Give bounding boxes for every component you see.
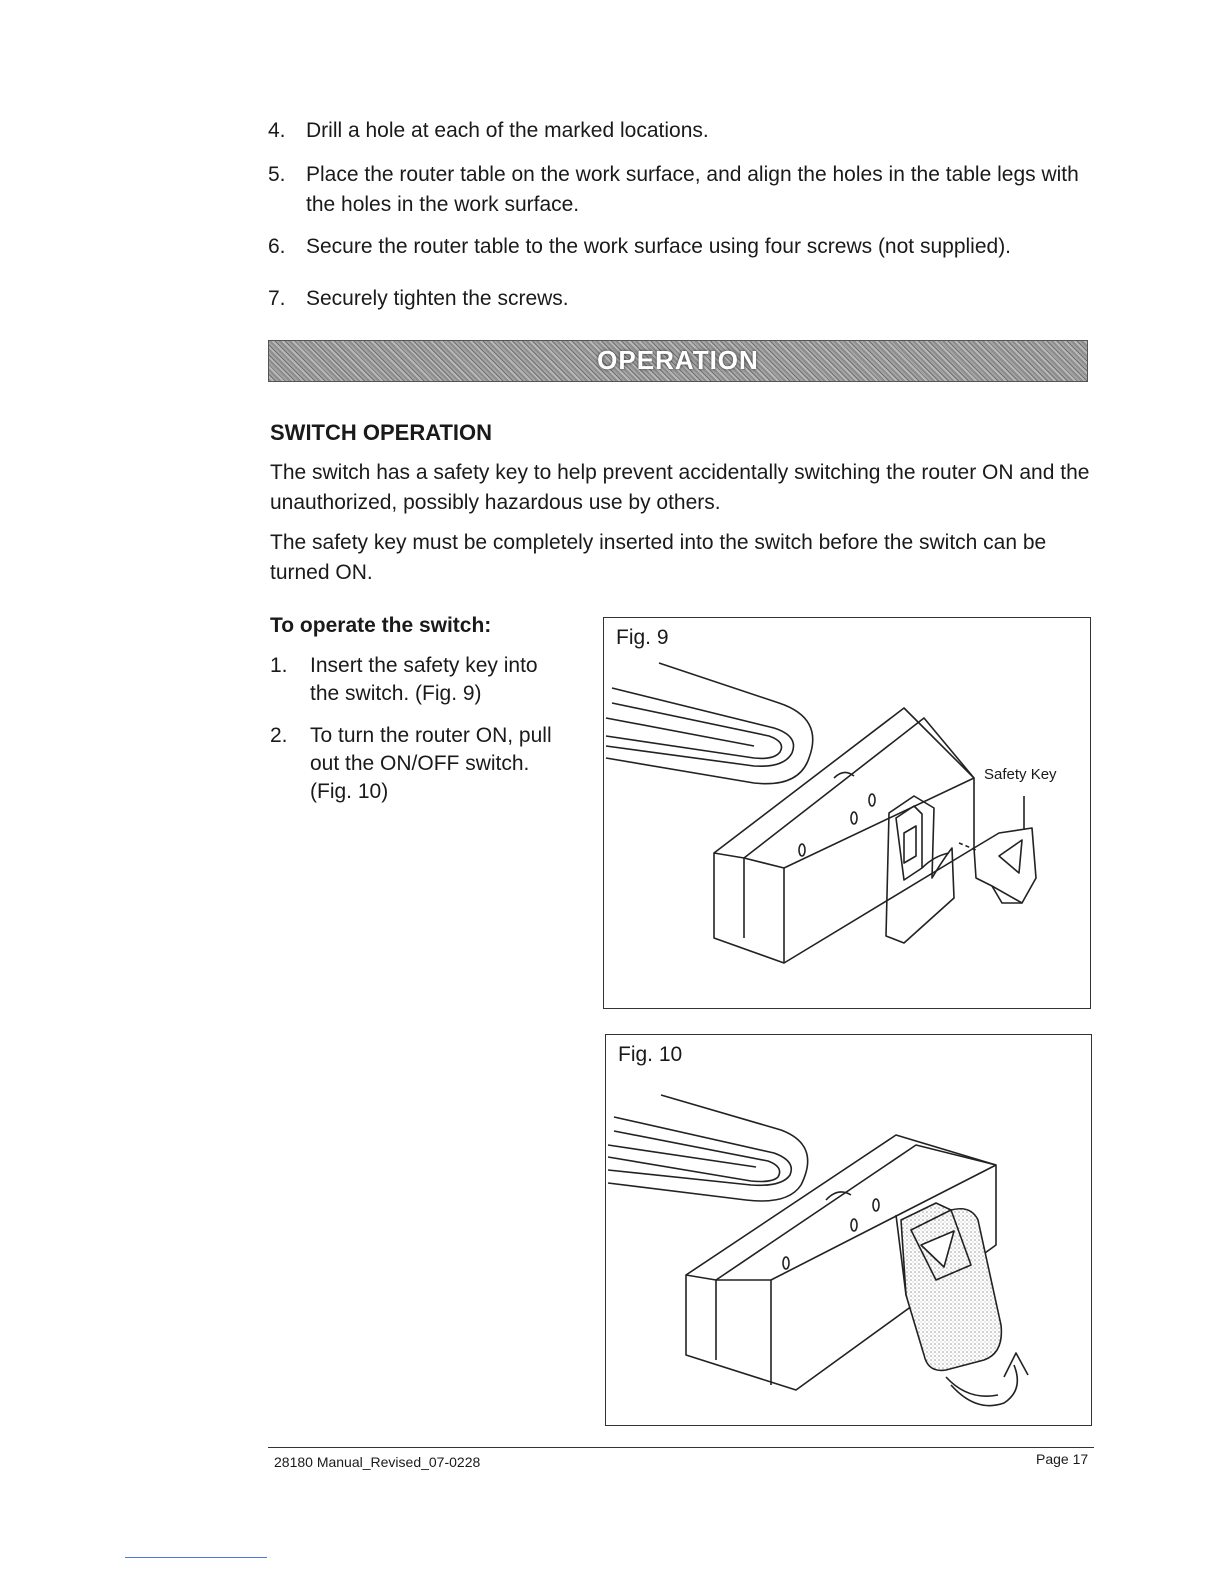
safety-paragraph: The safety key must be completely inserted into the switch before the switch can be turned ON. xyxy=(270,531,1047,584)
step-text: Securely tighten the screws. xyxy=(306,287,569,310)
step-text: Place the router table on the work surface, and align the holes in the table legs with the holes in the work surface. xyxy=(306,163,1079,216)
intro-paragraph: The switch has a safety key to help prevent accidentally switching the router ON and the unauthorized, possibly hazardous use by others. xyxy=(270,461,1090,514)
step-number: 2. xyxy=(270,724,288,747)
step-text: Insert the safety key into the switch. (Fig. 9) xyxy=(310,654,538,705)
scan-underline xyxy=(125,1557,267,1558)
footer-divider xyxy=(268,1447,1094,1448)
router-switch-on-illustration xyxy=(606,1035,1091,1425)
section-title: SWITCH OPERATION xyxy=(270,420,493,445)
step-number: 7. xyxy=(268,287,286,310)
step-text: To turn the router ON, pull out the ON/OFF switch. (Fig. 10) xyxy=(310,724,552,803)
list-item xyxy=(268,116,1088,146)
subsection-title: To operate the switch: xyxy=(270,614,492,637)
router-switch-key-illustration xyxy=(604,618,1090,1008)
figure-label: Fig. 9 xyxy=(616,626,669,649)
step-number: 6. xyxy=(268,235,286,258)
figure-9 xyxy=(603,617,1091,1009)
section-banner xyxy=(268,340,1088,382)
list-item xyxy=(268,284,1088,314)
step-text: Drill a hole at each of the marked locations. xyxy=(306,119,709,142)
banner-title: OPERATION xyxy=(597,345,759,375)
operation-steps xyxy=(270,652,570,820)
figure-10 xyxy=(605,1034,1092,1426)
step-number: 4. xyxy=(268,119,286,142)
step-text: Secure the router table to the work surface using four screws (not supplied). xyxy=(306,235,1012,258)
step-number: 1. xyxy=(270,654,288,677)
figure-label: Fig. 10 xyxy=(618,1043,683,1066)
page-number: Page 17 xyxy=(1036,1451,1089,1467)
step-number: 5. xyxy=(268,163,286,186)
list-item xyxy=(268,232,1088,262)
callout-label: Safety Key xyxy=(984,766,1057,783)
list-item xyxy=(270,722,570,806)
document-id: 28180 Manual_Revised_07-0228 xyxy=(274,1454,481,1470)
list-item xyxy=(270,652,570,708)
list-item xyxy=(268,160,1088,220)
installation-steps xyxy=(268,116,1088,314)
